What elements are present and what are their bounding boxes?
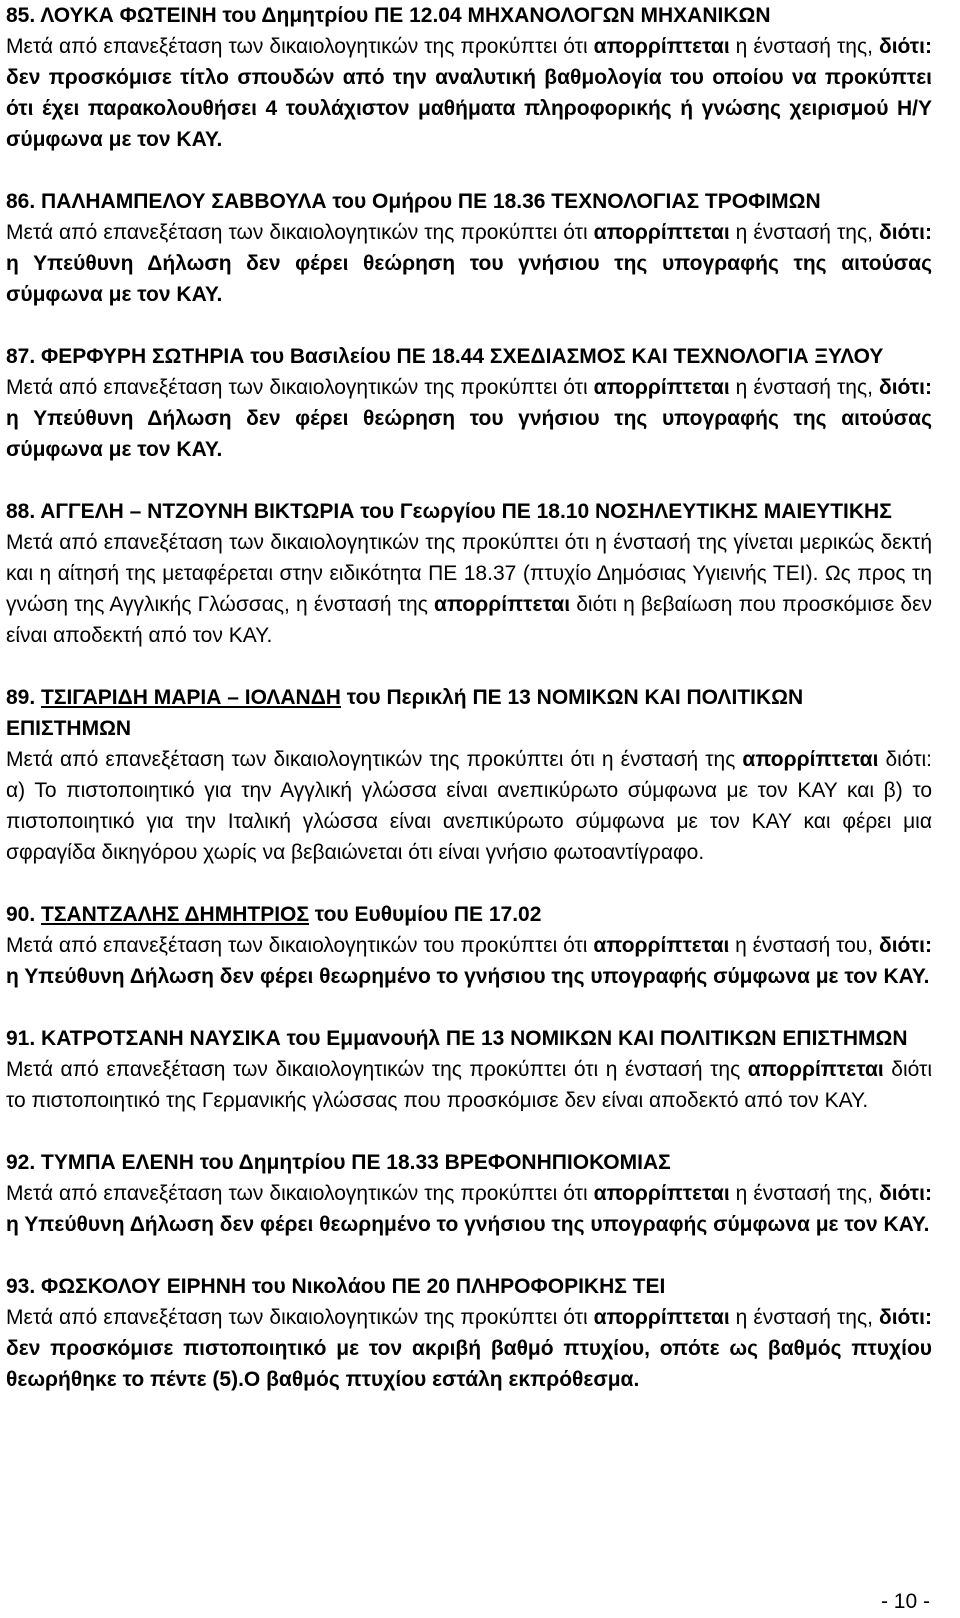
entry-heading	[6, 186, 932, 217]
heading-segment: ΤΣΑΝΤΖΑΛΗΣ ΔΗΜΗΤΡΙΟΣ	[41, 903, 309, 926]
decision-text: Μετά από επανεξέταση των δικαιολογητικών της προκύπτει ότι η ένστασή της	[6, 1058, 748, 1081]
objection-entry	[6, 899, 932, 992]
decision-bold-text: διότι: δεν προσκόμισε πιστοποιητικό με τον ακριβή βαθμό πτυχίου, οπότε ως βαθμός πτυχίου θεωρήθηκε το πέντε (5).Ο βαθμός πτυχίου εστάλη εκπρόθεσμα.	[6, 1306, 932, 1391]
decision-text: Μετά από επανεξέταση των δικαιολογητικών της προκύπτει ότι	[6, 1182, 594, 1205]
heading-segment: του Ευθυμίου ΠΕ 17.02	[308, 903, 542, 926]
entry-decision-text	[6, 1178, 932, 1240]
decision-text: Μετά από επανεξέταση των δικαιολογητικών της προκύπτει ότι	[6, 1306, 594, 1329]
entry-heading	[6, 496, 932, 527]
entry-heading	[6, 682, 932, 744]
decision-text: Μετά από επανεξέταση των δικαιολογητικών της προκύπτει ότι	[6, 221, 594, 244]
heading-segment: 85. ΛΟΥΚΑ ΦΩΤΕΙΝΗ του Δημητρίου ΠΕ 12.04 ΜΗΧΑΝΟΛΟΓΩΝ ΜΗΧΑΝΙΚΩΝ	[6, 4, 771, 27]
decision-text: η ένστασή της,	[729, 376, 879, 399]
decision-bold-text: απορρίπτεται	[593, 934, 730, 957]
decision-bold-text: απορρίπτεται	[593, 35, 730, 58]
heading-segment: 92. ΤΥΜΠΑ ΕΛΕΝΗ του Δημητρίου ΠΕ 18.33 ΒΡΕΦΟΝΗΠΙΟΚΟΜΙΑΣ	[6, 1151, 671, 1174]
objections-list	[6, 0, 932, 1395]
heading-segment: 88. ΑΓΓΕΛΗ – ΝΤΖΟΥΝΗ ΒΙΚΤΩΡΙΑ του Γεωργίου ΠΕ 18.10 ΝΟΣΗΛΕΥΤΙΚΗΣ ΜΑΙΕΥΤΙΚΗΣ	[6, 500, 892, 523]
heading-segment: 89.	[6, 686, 42, 709]
entry-decision-text	[6, 217, 932, 310]
objection-entry	[6, 496, 932, 651]
entry-decision-text	[6, 31, 932, 155]
decision-bold-text: απορρίπτεται	[593, 376, 730, 399]
objection-entry	[6, 682, 932, 868]
decision-bold-text: διότι: η Υπεύθυνη Δήλωση δεν φέρει θεώρηση του γνήσιου της υπογραφής της αιτούσας σύμφωνα με τον ΚΑΥ.	[6, 221, 932, 306]
heading-segment: ΤΣΙΓΑΡΙΔΗ ΜΑΡΙΑ – ΙΟΛΑΝΔΗ	[41, 686, 341, 709]
objection-entry	[6, 341, 932, 465]
decision-bold-text: διότι: η Υπεύθυνη Δήλωση δεν φέρει θεώρηση του γνήσιου της υπογραφής της αιτούσας σύμφωνα με τον ΚΑΥ.	[6, 376, 932, 461]
objection-entry	[6, 186, 932, 310]
objection-entry	[6, 1023, 932, 1116]
decision-text: διότι η βεβαίωση που προσκόμισε δεν είναι αποδεκτή από τον ΚΑΥ.	[6, 593, 932, 647]
decision-text: η ένστασή της,	[729, 35, 879, 58]
objection-entry	[6, 0, 932, 155]
decision-text: Μετά από επανεξέταση των δικαιολογητικών της προκύπτει ότι	[6, 376, 594, 399]
heading-segment: 93. ΦΩΣΚΟΛΟΥ ΕΙΡΗΝΗ του Νικολάου ΠΕ 20 ΠΛΗΡΟΦΟΡΙΚΗΣ ΤΕΙ	[6, 1275, 666, 1298]
entry-heading	[6, 0, 932, 31]
heading-segment: 86. ΠΑΛΗΑΜΠΕΛΟΥ ΣΑΒΒΟΥΛΑ του Ομήρου ΠΕ 18.36 ΤΕΧΝΟΛΟΓΙΑΣ ΤΡΟΦΙΜΩΝ	[6, 190, 821, 213]
entry-decision-text	[6, 1302, 932, 1395]
decision-text: η ένστασή της,	[729, 1182, 879, 1205]
entry-heading	[6, 341, 932, 372]
entry-decision-text	[6, 1054, 932, 1116]
entry-decision-text	[6, 527, 932, 651]
objection-entry	[6, 1271, 932, 1395]
entry-heading	[6, 1147, 932, 1178]
decision-bold-text: διότι: δεν προσκόμισε τίτλο σπουδών από την αναλυτική βαθμολογία του οποίου να προκύπτει ότι έχει παρακολουθήσει 4 τουλάχιστον μαθήματα πληροφορικής ή γνώσης χειρισμού Η/Υ σύμφωνα με τον ΚΑΥ.	[6, 35, 932, 151]
decision-bold-text: διότι: η Υπεύθυνη Δήλωση δεν φέρει θεωρημένο το γνήσιου της υπογραφής σύμφωνα με τον ΚΑΥ.	[6, 1182, 932, 1236]
decision-text: η ένστασή της,	[729, 1306, 879, 1329]
decision-bold-text: απορρίπτεται	[593, 221, 730, 244]
decision-text: διότι: α) Το πιστοποιητικό για την Αγγλική γλώσσα είναι ανεπικύρωτο σύμφωνα με τον ΚΑΥ και β) το πιστοποιητικό για την Ιταλική γλώσσα είναι ανεπικύρωτο σύμφωνα με τον ΚΑΥ και φέρει μια σφραγίδα δικηγόρου χωρίς να βεβαιώνεται ότι είναι γνήσιο φωτοαντίγραφο.	[6, 748, 932, 864]
decision-text: Μετά από επανεξέταση των δικαιολογητικών του προκύπτει ότι	[6, 934, 594, 957]
decision-text: Μετά από επανεξέταση των δικαιολογητικών της προκύπτει ότι η ένστασή της γίνεται μερικώς δεκτή και η αίτησή της μεταφέρεται στην ειδικότητα ΠΕ 18.37 (πτυχίο Δημόσιας Υγιεινής ΤΕΙ). Ως προς τη γνώση της Αγγλικής Γλώσσας, η ένστασή της	[6, 531, 932, 616]
heading-segment: 91. ΚΑΤΡΟΤΣΑΝΗ ΝΑΥΣΙΚΑ του Εμμανουήλ ΠΕ 13 ΝΟΜΙΚΩΝ ΚΑΙ ΠΟΛΙΤΙΚΩΝ ΕΠΙΣΤΗΜΩΝ	[6, 1027, 908, 1050]
page-number: - 10 -	[880, 1590, 930, 1613]
decision-bold-text: διότι: η Υπεύθυνη Δήλωση δεν φέρει θεωρημένο το γνήσιου της υπογραφής σύμφωνα με τον ΚΑΥ.	[6, 934, 932, 988]
decision-bold-text: απορρίπτεται	[593, 1182, 730, 1205]
heading-segment: 87. ΦΕΡΦΥΡΗ ΣΩΤΗΡΙΑ του Βασιλείου ΠΕ 18.44 ΣΧΕΔΙΑΣΜΟΣ ΚΑΙ ΤΕΧΝΟΛΟΓΙΑ ΞΥΛΟΥ	[6, 345, 884, 368]
entry-decision-text	[6, 744, 932, 868]
entry-heading	[6, 1271, 932, 1302]
entry-heading	[6, 899, 932, 930]
entry-decision-text	[6, 372, 932, 465]
decision-bold-text: απορρίπτεται	[593, 1306, 730, 1329]
heading-segment: 90.	[6, 903, 42, 926]
decision-text: διότι το πιστοποιητικό της Γερμανικής γλώσσας που προσκόμισε δεν είναι αποδεκτό από τον ΚΑΥ.	[6, 1058, 932, 1112]
decision-text: Μετά από επανεξέταση των δικαιολογητικών της προκύπτει ότι	[6, 35, 594, 58]
decision-bold-text: απορρίπτεται	[434, 593, 571, 616]
heading-segment: του Περικλή ΠΕ 13 ΝΟΜΙΚΩΝ ΚΑΙ ΠΟΛΙΤΙΚΩΝ ΕΠΙΣΤΗΜΩΝ	[6, 686, 804, 740]
decision-text: η ένστασή της,	[729, 221, 879, 244]
decision-bold-text: απορρίπτεται	[742, 748, 879, 771]
objection-entry	[6, 1147, 932, 1240]
decision-bold-text: απορρίπτεται	[747, 1058, 884, 1081]
decision-text: η ένστασή του,	[729, 934, 879, 957]
decision-text: Μετά από επανεξέταση των δικαιολογητικών της προκύπτει ότι η ένστασή της	[6, 748, 743, 771]
entry-heading	[6, 1023, 932, 1054]
entry-decision-text	[6, 930, 932, 992]
